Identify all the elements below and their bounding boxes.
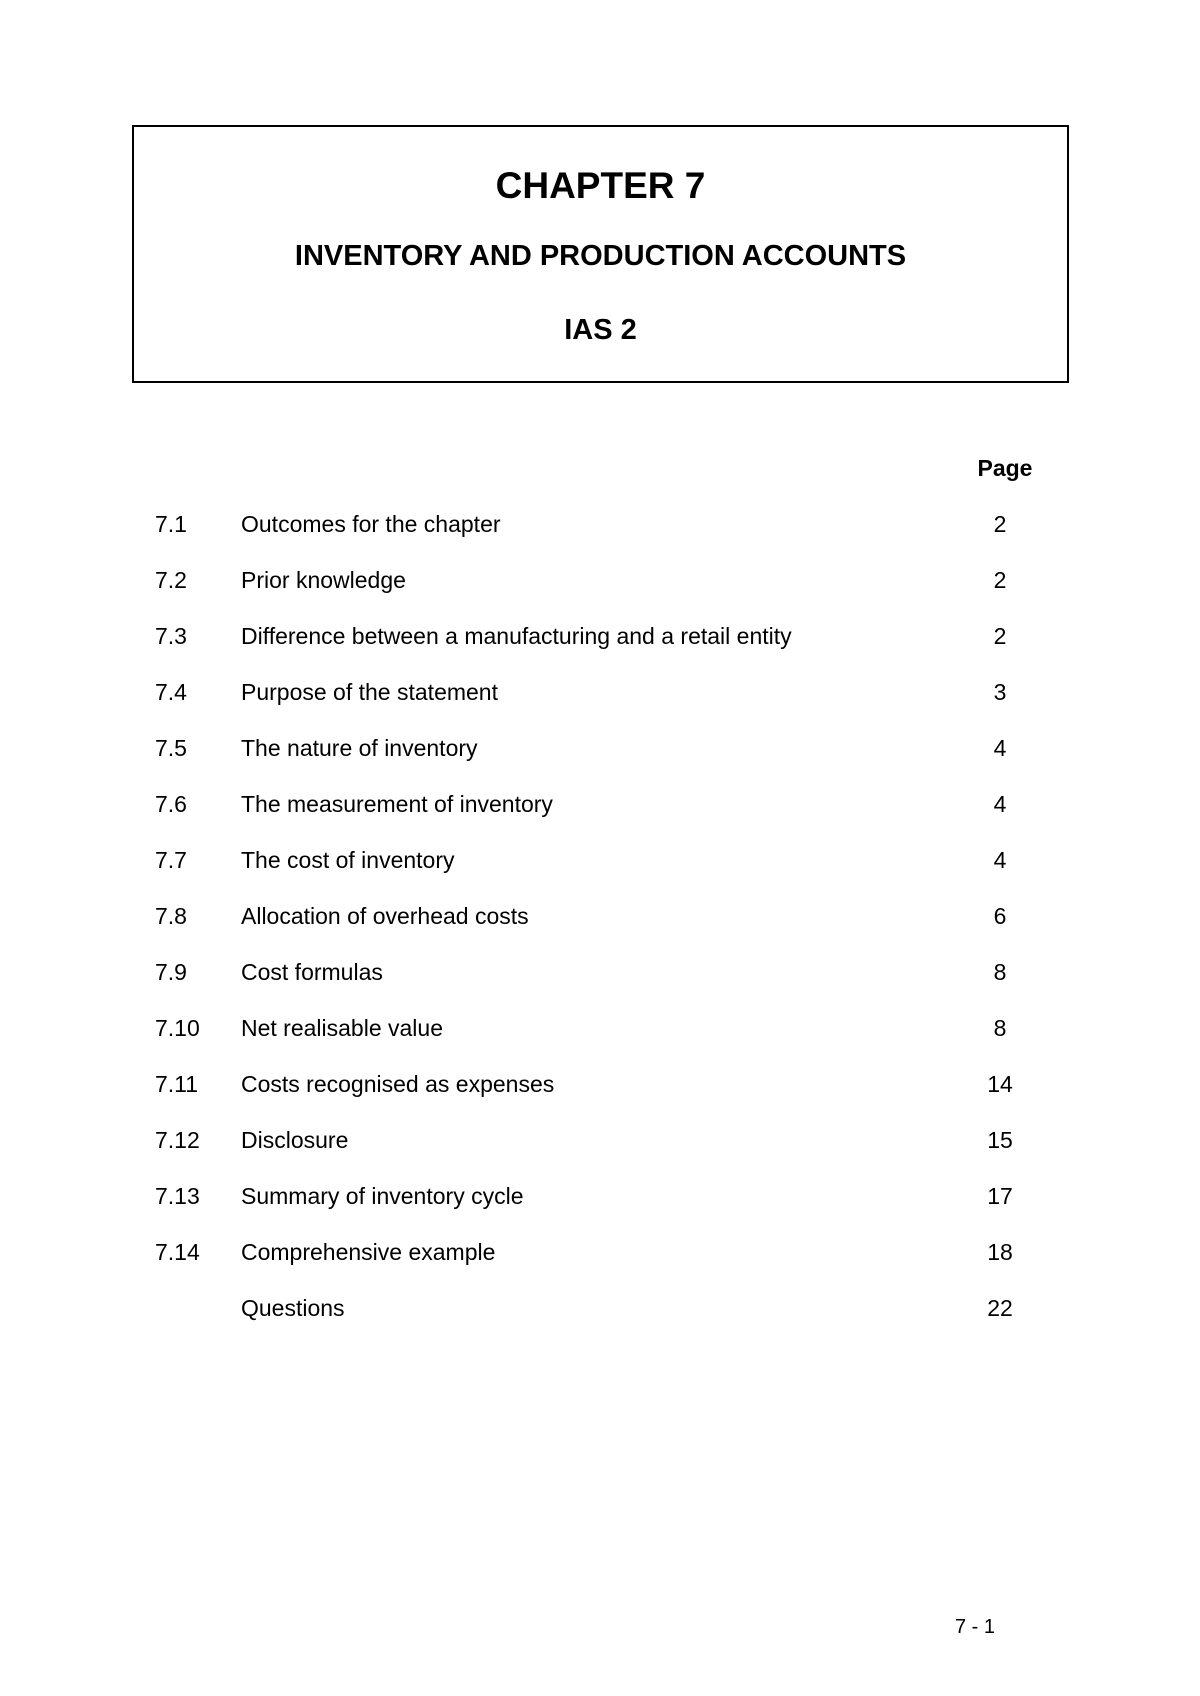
- toc-number: 7.4: [155, 679, 187, 705]
- toc-number: 7.2: [155, 567, 187, 593]
- toc-row[interactable]: [0, 791, 1200, 847]
- toc-number: 7.7: [155, 847, 187, 873]
- toc-number: 7.5: [155, 735, 187, 761]
- toc-row[interactable]: [0, 511, 1200, 567]
- toc-title[interactable]: Net realisable value: [241, 1015, 444, 1041]
- toc-page: 8: [993, 1015, 1007, 1041]
- toc-row[interactable]: [0, 735, 1200, 791]
- toc-row[interactable]: [0, 903, 1200, 959]
- toc-number: 7.8: [155, 903, 187, 929]
- toc-page-column-header: Page: [977, 455, 1033, 481]
- toc-title[interactable]: The cost of inventory: [241, 847, 455, 873]
- toc-title[interactable]: Costs recognised as expenses: [241, 1071, 555, 1097]
- toc-number: 7.10: [155, 1015, 200, 1041]
- toc-page: 18: [987, 1239, 1013, 1265]
- footer-page-number: 7 - 1: [955, 1616, 996, 1638]
- toc-row[interactable]: [0, 1239, 1200, 1295]
- toc-title[interactable]: Disclosure: [241, 1127, 349, 1153]
- toc-page: 3: [993, 679, 1007, 705]
- table-of-contents: [0, 511, 1200, 1351]
- toc-title[interactable]: Cost formulas: [241, 959, 383, 985]
- toc-title[interactable]: Outcomes for the chapter: [241, 511, 501, 537]
- toc-row[interactable]: [0, 959, 1200, 1015]
- toc-number: 7.11: [155, 1071, 199, 1097]
- toc-page: 8: [993, 959, 1007, 985]
- toc-page: 4: [993, 847, 1007, 873]
- toc-row[interactable]: [0, 1295, 1200, 1351]
- toc-number: 7.9: [155, 959, 187, 985]
- chapter-standard: IAS 2: [564, 314, 637, 346]
- toc-page: 14: [987, 1071, 1013, 1097]
- toc-page: 2: [993, 623, 1007, 649]
- toc-row[interactable]: [0, 847, 1200, 903]
- chapter-subtitle: INVENTORY AND PRODUCTION ACCOUNTS: [294, 240, 907, 272]
- toc-page: 2: [993, 567, 1007, 593]
- toc-row[interactable]: [0, 1071, 1200, 1127]
- toc-title[interactable]: Questions: [241, 1295, 345, 1321]
- toc-number: 7.13: [155, 1183, 200, 1209]
- toc-title[interactable]: The nature of inventory: [241, 735, 478, 761]
- toc-page: 6: [993, 903, 1007, 929]
- toc-page: 4: [993, 735, 1007, 761]
- toc-page: 2: [993, 511, 1007, 537]
- toc-page: 17: [987, 1183, 1013, 1209]
- toc-row[interactable]: [0, 1127, 1200, 1183]
- toc-row[interactable]: [0, 1015, 1200, 1071]
- chapter-title-box: [132, 125, 1069, 383]
- toc-title[interactable]: Difference between a manufacturing and a retail entity: [241, 623, 792, 649]
- toc-title[interactable]: The measurement of inventory: [241, 791, 553, 817]
- toc-title[interactable]: Allocation of overhead costs: [241, 903, 529, 929]
- toc-number: 7.14: [155, 1239, 200, 1265]
- toc-number: 7.1: [155, 511, 187, 537]
- toc-number: 7.6: [155, 791, 187, 817]
- chapter-heading: CHAPTER 7: [495, 165, 706, 206]
- toc-title[interactable]: Prior knowledge: [241, 567, 406, 593]
- toc-title[interactable]: Purpose of the statement: [241, 679, 498, 705]
- toc-number: 7.3: [155, 623, 187, 649]
- toc-title[interactable]: Summary of inventory cycle: [241, 1183, 524, 1209]
- toc-page: 4: [993, 791, 1007, 817]
- toc-row[interactable]: [0, 1183, 1200, 1239]
- toc-title[interactable]: Comprehensive example: [241, 1239, 496, 1265]
- toc-row[interactable]: [0, 679, 1200, 735]
- toc-row[interactable]: [0, 567, 1200, 623]
- toc-number: 7.12: [155, 1127, 200, 1153]
- toc-page: 15: [987, 1127, 1013, 1153]
- toc-row[interactable]: [0, 623, 1200, 679]
- toc-page: 22: [987, 1295, 1013, 1321]
